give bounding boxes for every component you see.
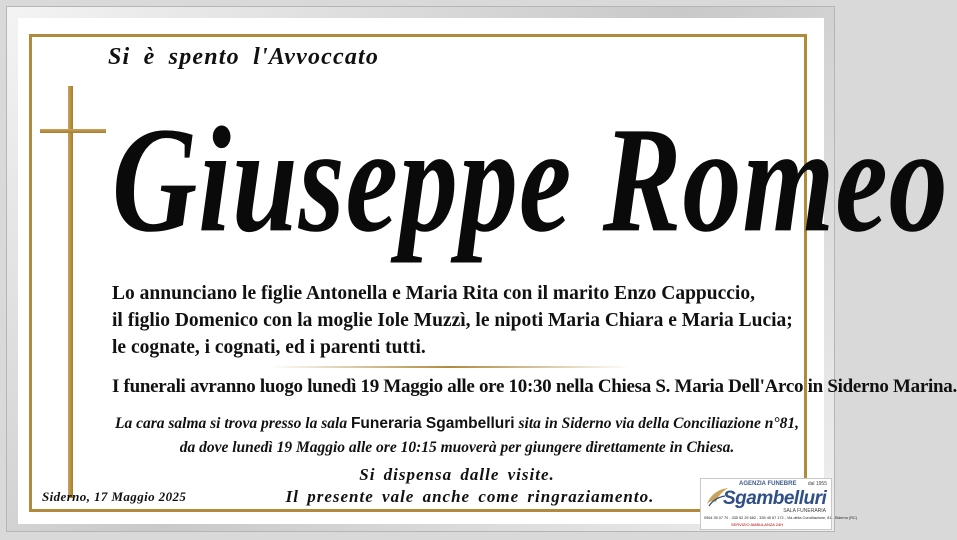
no-visits-text: Si dispensa dalle visite. <box>359 465 555 484</box>
salma-prefix: La cara salma si trova presso la sala <box>115 415 351 432</box>
logo-established: dal 1955 <box>807 481 827 487</box>
intro-text: Si è spento l'Avvoccato <box>108 44 380 70</box>
deceased-name: Giuseppe Romeo <box>112 95 949 264</box>
salma-info <box>112 412 802 460</box>
announcement-line: Lo annunciano le figlie Antonella e Maria Rita con il marito Enzo Cappuccio, <box>112 283 755 304</box>
cross-icon <box>68 86 73 498</box>
thanks-text: Il presente vale anche come ringraziamento. <box>285 487 655 506</box>
announcement-line: le cognate, i cognati, ed i parenti tutti. <box>112 337 426 358</box>
announcement <box>112 280 802 361</box>
salma-line-2: da dove lunedì 19 Maggio alle ore 10:15 muoverà per giungere direttamente in Chiesa. <box>179 439 735 456</box>
salma-suffix: sita in Siderno via della Conciliazione n°81, <box>514 415 799 432</box>
announcement-line: il figlio Domenico con la moglie Iole Muzzì, le nipoti Maria Chiara e Maria Lucia; <box>112 310 793 331</box>
salma-line-1 <box>112 412 802 436</box>
logo-top-label: AGENZIA FUNEBRE <box>739 481 797 487</box>
logo-subtitle: SALA FUNERARIA <box>783 508 826 514</box>
funeral-info: I funerali avranno luogo lunedì 19 Maggio alle ore 10:30 nella Chiesa S. Maria Dell'Arco in Siderno Marina. <box>112 376 957 397</box>
funeral-home-logo <box>700 478 857 530</box>
gold-divider <box>270 366 630 368</box>
cross-icon-arm <box>40 129 106 133</box>
logo-ambulance: SERVIZIO AMBULANZA 24H <box>731 522 784 527</box>
funeral-home-name: Funeraria Sgambelluri <box>350 415 515 432</box>
logo-brand: Sgambelluri <box>723 488 827 509</box>
place-date: Siderno, 17 Maggio 2025 <box>42 489 187 504</box>
logo-contacts: 0964 35 07 70 - 335 52 29 682 - 335 45 67 172 - Via della Conciliazione, 81 - Siderno (RC) <box>704 516 857 520</box>
